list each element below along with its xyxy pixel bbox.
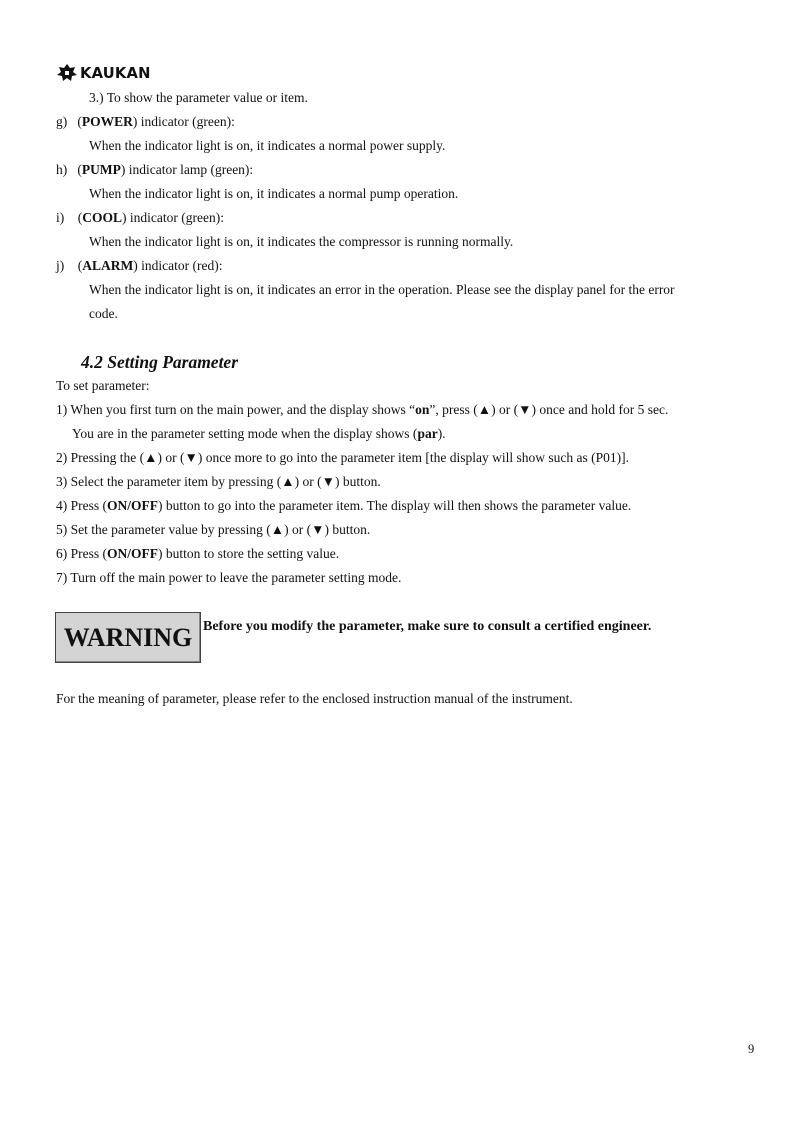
step-text: ) button to store the setting value. <box>158 546 340 561</box>
step-text: ) button to go into the parameter item. The display will then shows the parameter value. <box>158 498 632 513</box>
warning-label: WARNING <box>55 612 201 663</box>
list-letter: g) <box>56 114 68 129</box>
indicator-alarm-description: When the indicator light is on, it indicates an error in the operation. Please see the display panel for the error <box>89 282 675 297</box>
display-code: on <box>415 402 430 417</box>
indicator-suffix: ) indicator lamp (green): <box>120 162 254 177</box>
indicator-cool-heading: i) (COOL) indicator (green): <box>56 210 224 225</box>
list-letter: j) <box>56 258 65 273</box>
warning-text: Before you modify the parameter, make sure to consult a certified engineer. <box>203 619 652 634</box>
indicator-suffix: ) indicator (green): <box>132 114 235 129</box>
list-letter: i) <box>56 210 65 225</box>
button-name: ON/OFF <box>107 498 158 513</box>
step-text: ). <box>437 426 446 441</box>
indicator-cool-description: When the indicator light is on, it indicates the compressor is running normally. <box>89 234 514 249</box>
step-1 <box>56 402 668 418</box>
step-6 <box>56 546 339 562</box>
step-text: 4) Press ( <box>56 498 107 513</box>
step-text: 1) When you first turn on the main power, and the display shows “ <box>56 402 416 417</box>
page-number: 9 <box>748 1042 755 1056</box>
step-7: 7) Turn off the main power to leave the parameter setting mode. <box>56 570 402 585</box>
indicator-name: POWER <box>81 114 133 129</box>
indicator-alarm-description-cont: code. <box>89 306 118 321</box>
section-title: 4.2 Setting Parameter <box>81 352 239 372</box>
indicator-name: ALARM <box>82 258 134 273</box>
step-3: 3) Select the parameter item by pressing (▲) or (▼) button. <box>56 474 381 489</box>
indicator-name: COOL <box>82 210 123 225</box>
logo-text: KAUKAN <box>80 64 151 82</box>
step-4 <box>56 498 631 514</box>
indicator-alarm-heading: j) (ALARM) indicator (red): <box>56 258 223 273</box>
step-text: You are in the parameter setting mode when the display shows ( <box>72 426 418 441</box>
indicator-pump-description: When the indicator light is on, it indicates a normal pump operation. <box>89 186 459 201</box>
step-2: 2) Pressing the (▲) or (▼) once more to go into the parameter item [the display will show such as (P01)]. <box>56 450 629 465</box>
continued-item: 3.) To show the parameter value or item. <box>89 90 308 105</box>
step-1-cont <box>72 426 446 442</box>
footer-note: For the meaning of parameter, please refer to the enclosed instruction manual of the instrument. <box>56 691 573 706</box>
indicator-suffix: ) indicator (green): <box>122 210 224 225</box>
display-code: par <box>417 426 438 441</box>
indicator-power-heading: g) (POWER) indicator (green): <box>56 114 235 129</box>
step-text: ”, press (▲) or (▼) once and hold for 5 sec. <box>429 402 669 417</box>
list-letter: h) <box>56 162 68 177</box>
indicator-pump-heading: h) (PUMP) indicator lamp (green): <box>56 162 254 177</box>
step-5: 5) Set the parameter value by pressing (▲) or (▼) button. <box>56 522 371 537</box>
company-logo <box>56 62 154 84</box>
kaukan-logo-icon <box>56 63 78 83</box>
indicator-suffix: ) indicator (red): <box>133 258 223 273</box>
section-intro: To set parameter: <box>56 378 150 393</box>
indicator-name: PUMP <box>81 162 121 177</box>
step-text: 6) Press ( <box>56 546 107 561</box>
button-name: ON/OFF <box>107 546 158 561</box>
indicator-power-description: When the indicator light is on, it indicates a normal power supply. <box>89 138 446 153</box>
